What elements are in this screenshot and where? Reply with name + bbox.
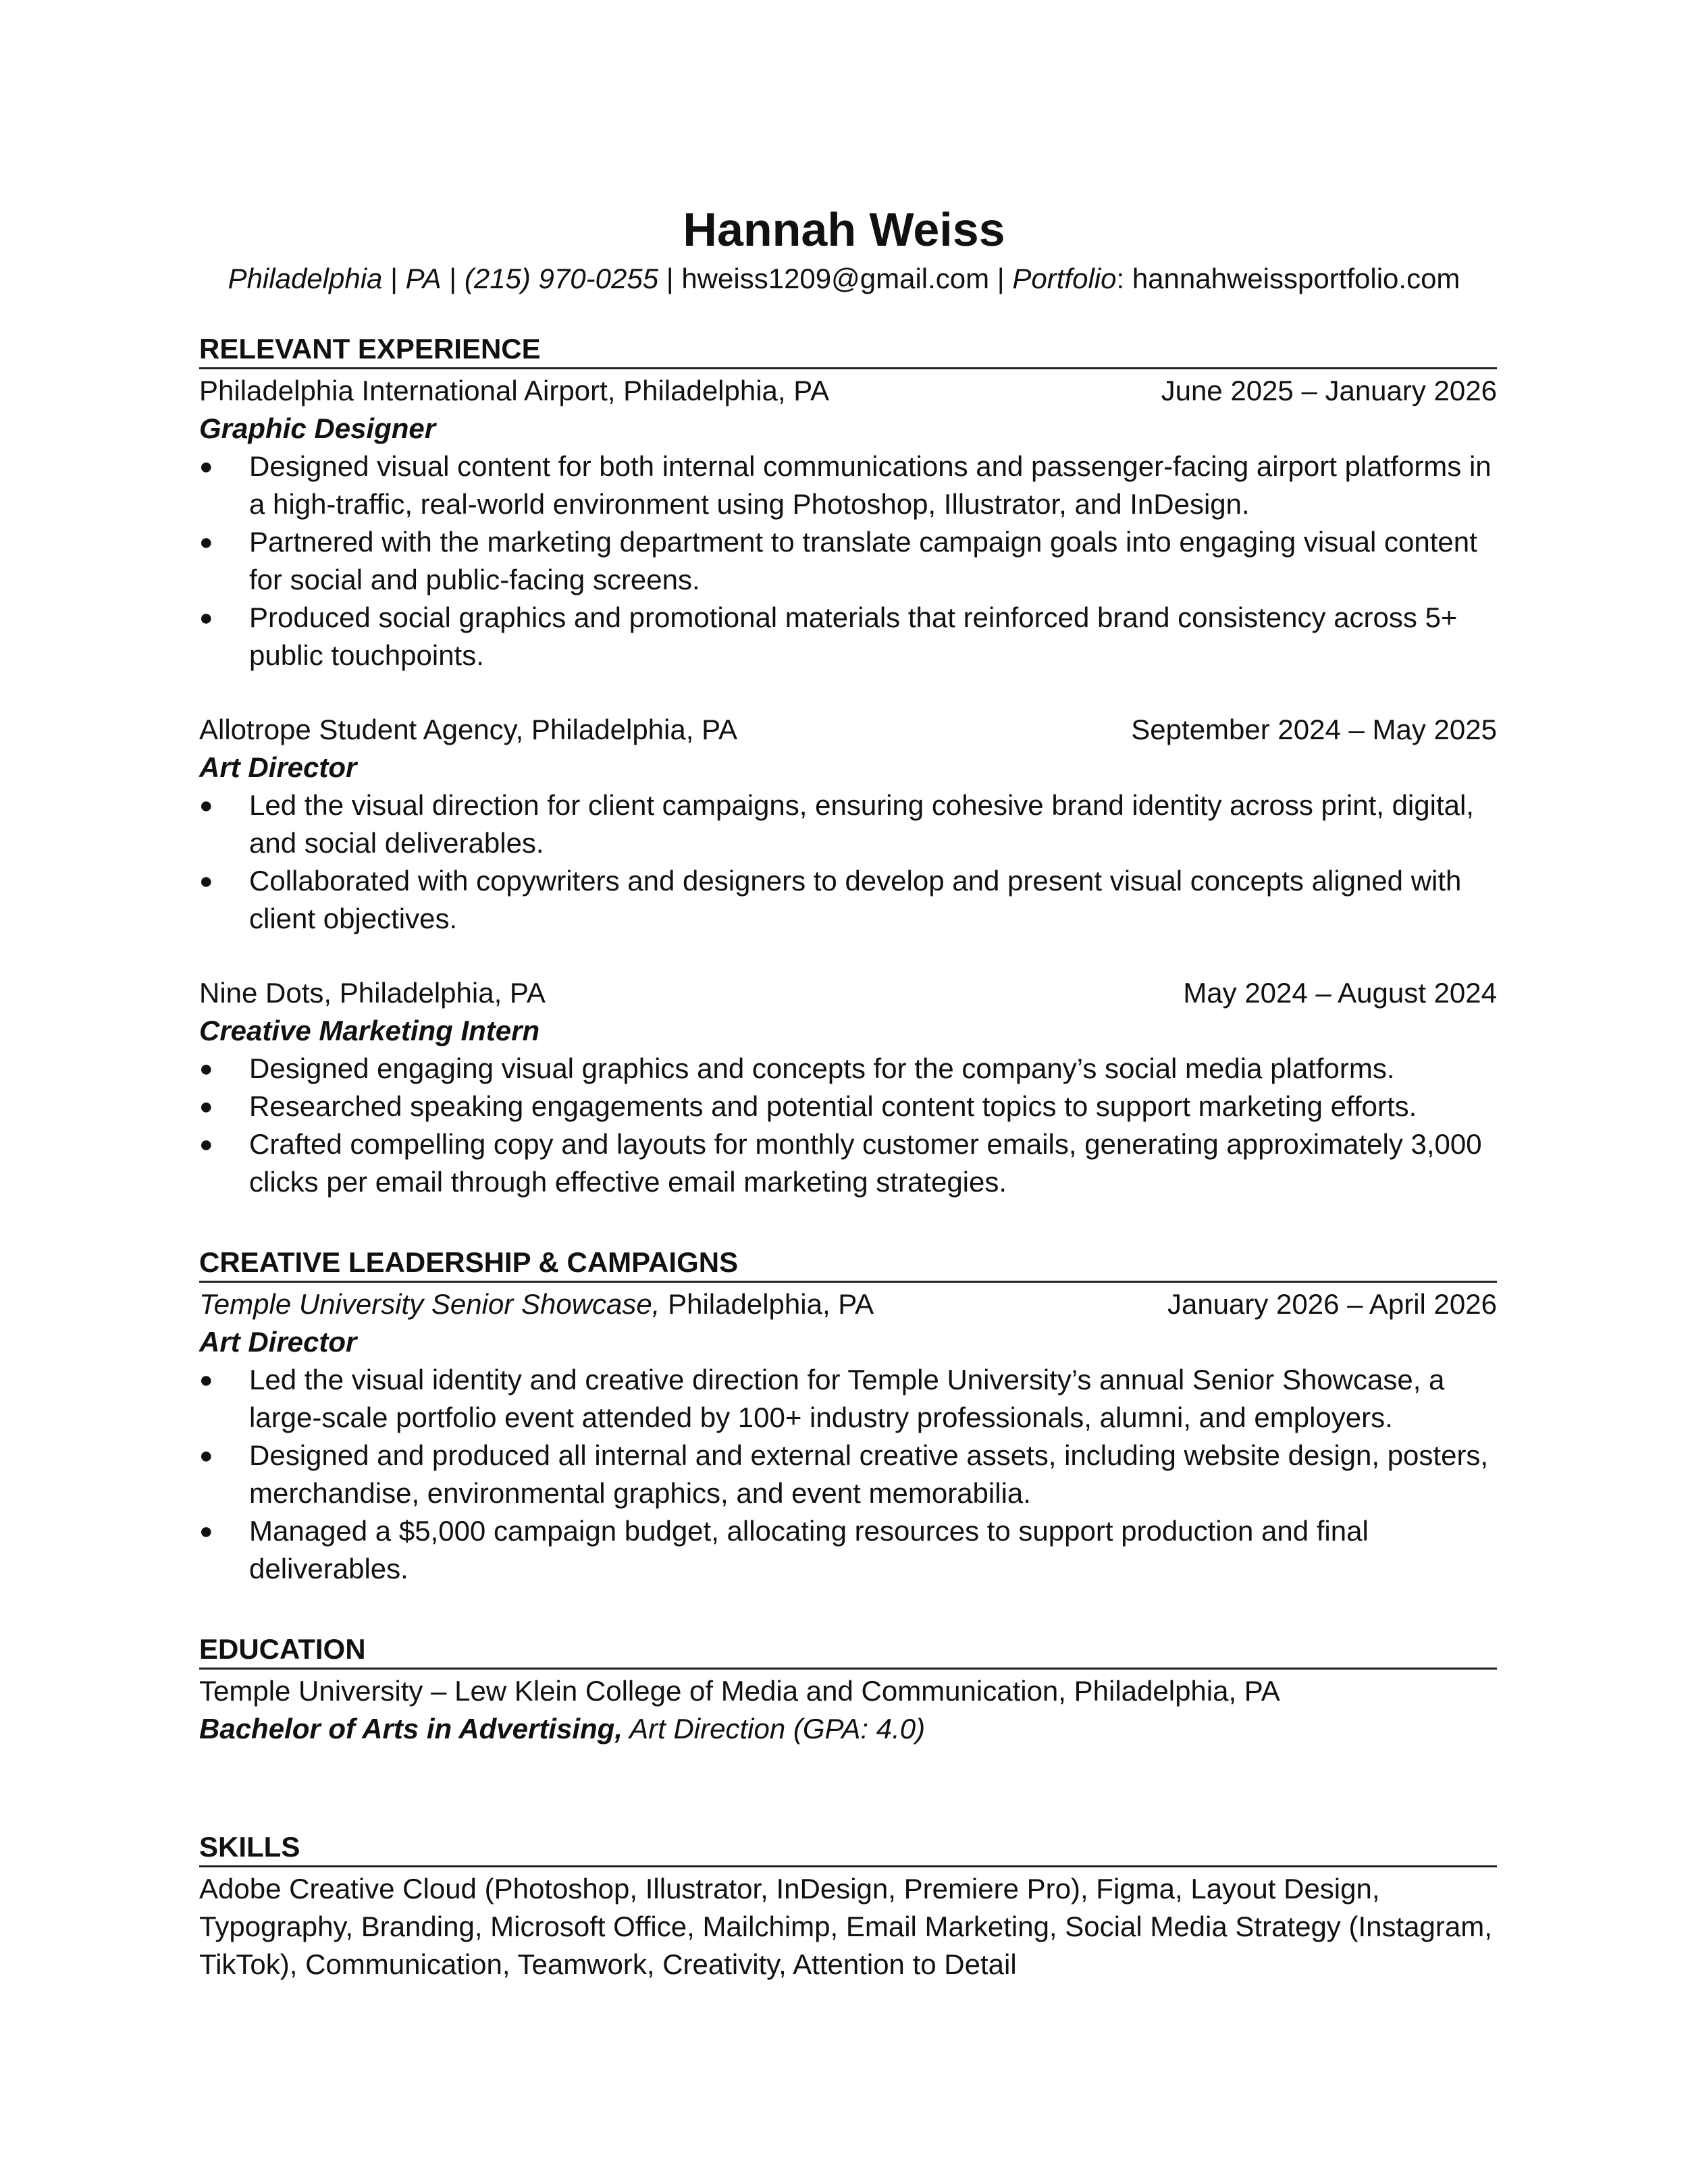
leadership-header-row [199, 1285, 1497, 1323]
bullet-text: Led the visual direction for client campaigns, ensuring cohesive brand identity across print, digital, and social deliverables. [249, 789, 1474, 859]
leadership-title: Art Director [199, 1326, 357, 1358]
leadership-org-name: Temple University Senior Showcase, [199, 1288, 660, 1320]
section-heading-skills: SKILLS [199, 1831, 300, 1863]
section-divider [199, 1281, 1497, 1283]
job-organization: Nine Dots, Philadelphia, PA [199, 977, 546, 1009]
job-dates: September 2024 – May 2025 [1131, 714, 1497, 745]
contact-separator: | [441, 263, 465, 294]
section-heading-education: EDUCATION [199, 1633, 366, 1665]
bullet-icon: ● [199, 1367, 213, 1393]
portfolio-link[interactable]: hannahweissportfolio.com [1132, 263, 1460, 294]
contact-separator: | [989, 263, 1013, 294]
bullet-text: Designed visual content for both internal communications and passenger-facing airport platforms in a high-traffic, real-world environment using Photoshop, Illustrator, and InDesign. [249, 450, 1492, 520]
bullet-icon: ● [199, 1443, 213, 1468]
bullet-item [199, 1125, 1497, 1201]
job-entry [199, 372, 1497, 674]
degree-name: Bachelor of Arts in Advertising, [199, 1713, 623, 1744]
section-heading-leadership: CREATIVE LEADERSHIP & CAMPAIGNS [199, 1246, 739, 1278]
bullet-item [199, 787, 1497, 862]
bullet-icon: ● [199, 1131, 213, 1157]
bullet-text: Managed a $5,000 campaign budget, allocating resources to support production and final deliverables. [249, 1515, 1369, 1584]
bullet-text: Designed and produced all internal and external creative assets, including website design, posters, merchandise, environmental graphics, and event memorabilia. [249, 1439, 1489, 1509]
leadership-entry [199, 1285, 1497, 1588]
contact-email[interactable]: hweiss1209@gmail.com [681, 263, 990, 294]
bullet-text: Produced social graphics and promotional materials that reinforced brand consistency across 5+ public touchpoints. [249, 602, 1458, 671]
portfolio-colon: : [1116, 263, 1132, 294]
contact-line [0, 261, 1688, 297]
spacer [199, 938, 1497, 974]
bullet-text: Partnered with the marketing department to translate campaign goals into engaging visual content for social and public-facing screens. [249, 526, 1477, 595]
bullet-item [199, 862, 1497, 938]
bullet-list [199, 1361, 1497, 1588]
spacer [199, 1748, 1497, 1822]
bullet-list [199, 1050, 1497, 1201]
bullet-item [199, 1512, 1497, 1588]
contact-separator: | [382, 263, 406, 294]
bullet-item [199, 448, 1497, 523]
bullet-text: Crafted compelling copy and layouts for monthly customer emails, generating approximately 3,000 clicks per email through effective email marketing strategies. [249, 1128, 1482, 1198]
bullet-icon: ● [199, 1056, 213, 1082]
contact-state: PA [405, 263, 442, 294]
job-entry [199, 974, 1497, 1201]
spacer [199, 674, 1497, 711]
education-degree-row [199, 1710, 1497, 1748]
spacer [199, 1588, 1497, 1624]
resume-body [199, 324, 1497, 1983]
job-dates: June 2025 – January 2026 [1161, 375, 1497, 406]
job-title: Art Director [199, 751, 357, 783]
job-header-row [199, 974, 1497, 1012]
bullet-icon: ● [199, 529, 213, 555]
education-school [199, 1672, 1497, 1710]
bullet-icon: ● [199, 1094, 213, 1119]
job-organization: Allotrope Student Agency, Philadelphia, PA [199, 714, 737, 745]
job-header-row [199, 711, 1497, 749]
bullet-text: Designed engaging visual graphics and concepts for the company’s social media platforms. [249, 1053, 1395, 1084]
bullet-item [199, 1050, 1497, 1088]
job-title: Creative Marketing Intern [199, 1015, 540, 1046]
leadership-organization [199, 1285, 874, 1323]
contact-city: Philadelphia [228, 263, 383, 294]
section-divider [199, 1865, 1497, 1867]
bullet-list [199, 448, 1497, 674]
bullet-text: Researched speaking engagements and potential content topics to support marketing efforts. [249, 1090, 1417, 1122]
bullet-item [199, 599, 1497, 674]
spacer [199, 1201, 1497, 1237]
portfolio-label: Portfolio [1012, 263, 1117, 294]
section-divider [199, 367, 1497, 369]
bullet-text: Led the visual identity and creative direction for Temple University’s annual Senior Showcase, a large-scale portfolio event attended by 100+ industry professionals, alumni, and employers. [249, 1364, 1445, 1433]
bullet-icon: ● [199, 454, 213, 479]
job-header-row [199, 372, 1497, 410]
section-divider [199, 1668, 1497, 1670]
leadership-org-location: Philadelphia, PA [660, 1288, 874, 1320]
contact-separator: | [658, 263, 682, 294]
skills-text: Adobe Creative Cloud (Photoshop, Illustrator, InDesign, Premiere Pro), Figma, Layout Design, Typography, Branding, Microsoft Office, Mailchimp, Email Marketing, Social Media Strategy (Instagram, TikTok), Communication, Teamwork, Creativity, Attention to Detail [199, 1873, 1492, 1980]
degree-detail: Art Direction (GPA: 4.0) [623, 1713, 926, 1744]
bullet-icon: ● [199, 793, 213, 818]
bullet-icon: ● [199, 868, 213, 894]
section-heading-experience: RELEVANT EXPERIENCE [199, 333, 541, 365]
bullet-icon: ● [199, 605, 213, 631]
job-dates: May 2024 – August 2024 [1183, 977, 1497, 1009]
bullet-item [199, 1437, 1497, 1512]
job-entry [199, 711, 1497, 938]
school-name: Temple University – Lew Klein College of Media and Communication, Philadelphia, PA [199, 1675, 1280, 1707]
job-organization: Philadelphia International Airport, Philadelphia, PA [199, 375, 830, 406]
bullet-item [199, 1361, 1497, 1437]
leadership-dates: January 2026 – April 2026 [1167, 1288, 1497, 1320]
bullet-icon: ● [199, 1518, 213, 1544]
bullet-text: Collaborated with copywriters and designers to develop and present visual concepts aligned with client objectives. [249, 865, 1462, 934]
job-title: Graphic Designer [199, 412, 436, 444]
contact-phone: (215) 970-0255 [464, 263, 659, 294]
candidate-name: Hannah Weiss [683, 203, 1005, 256]
bullet-list [199, 787, 1497, 938]
bullet-item [199, 523, 1497, 599]
bullet-item [199, 1088, 1497, 1125]
